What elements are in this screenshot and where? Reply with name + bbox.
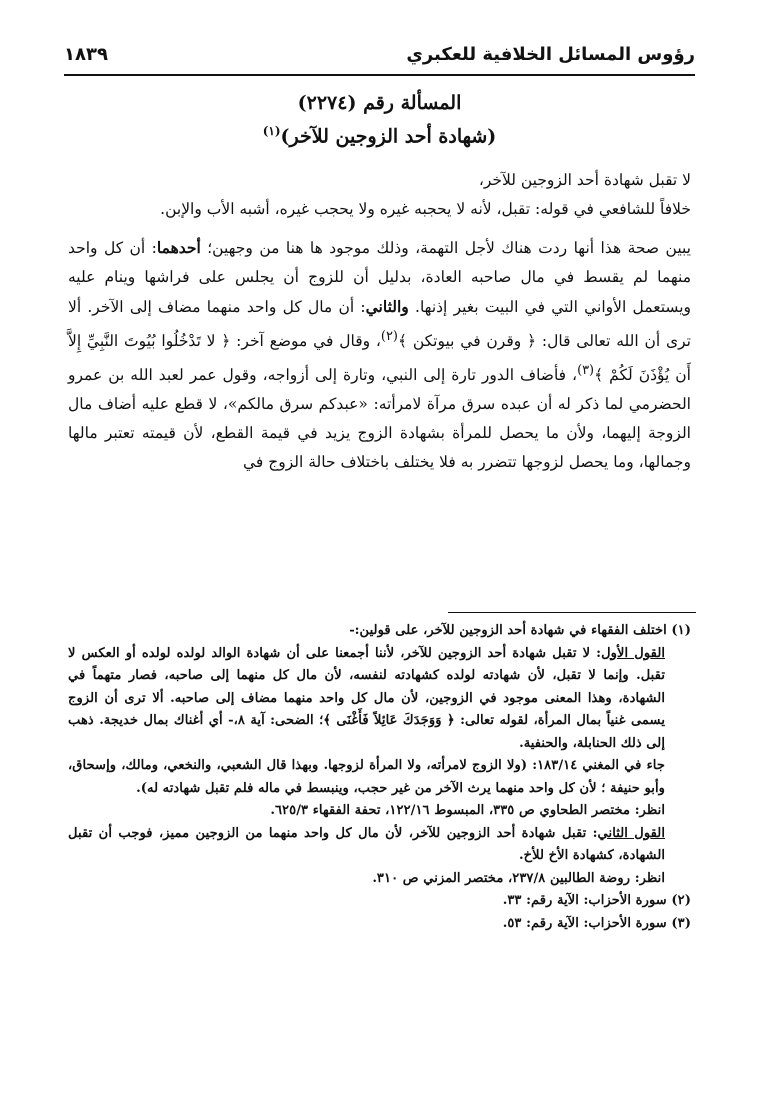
second-opinion [68,823,691,868]
footnote-separator [448,612,696,613]
paragraph-ruling: لا تقبل شهادة أحد الزوجين للآخر، [478,171,691,189]
book-title: رؤوس المسائل الخلافية للعكبري [406,44,695,65]
footnote-1-intro [68,620,691,643]
first-reason-label: أحدهما [156,238,201,257]
argument-conclusion: ، فأضاف الدور تارة إلى النبي، وتارة إلى أزواجه، وقول عمر لعبد الله بن عمرو الحضرمي لما ذكر له أن عبده سرق مرآة لامرأته: «عبدكم سرق مالكم»، لا قطع عليه أضاف مال الزوجة إليهما، ولأن ما يحصل للمرأة بشهادة الزوج يزيد في قيمة القطع، لأن قيمته تعتبر مالها وجمالها، وما يحصل لزوجها تتضرر به فلا يختلف باختلاف حالة الزوج في [68,366,691,472]
reference-second-opinion: انظر: روضة الطالبين ٢٣٧/٨، مختصر المزني ص ٣١٠. [372,870,665,886]
reference-first-opinion: انظر: مختصر الطحاوي ص ٣٣٥، المبسوط ١٢٢/١٦، تحفة الفقهاء ٦٢٥/٣. [270,803,665,818]
issue-number-title: المسألة رقم (٢٢٧٤) [297,92,462,114]
footnote-1-number: (١) [671,623,691,638]
second-reason-text: : أن مال كل واحد منهما مضاف إلى الآخر. ألا ترى أن الله تعالى قال: ﴿ وقرن في بيوتكن ﴾ [68,298,691,351]
footnote-2 [68,890,691,913]
issue-subtitle-text: (شهادة أحد الزوجين للآخر) [280,125,497,148]
footnote-ref-2: (٢) [380,329,398,344]
running-header [64,44,695,76]
first-opinion-label: القول الأول [601,645,666,661]
footnote-1-intro-text: اختلف الفقهاء في شهادة أحد الزوجين للآخر، على قولين:- [349,623,667,638]
page-number: ١٨٣٩ [64,44,108,65]
footnote-ref-3: (٣) [577,363,595,379]
second-opinion-text: : تقبل شهادة أحد الزوجين للآخر، لأن مال كل واحد منهما من الزوجين مميز، فوجب أن تقبل الشهادة، كشهادة الأخ للأخ. [68,825,665,863]
paragraph-opposing-view: خلافاً للشافعي في قوله: تقبل، لأنه لا يحجبه غيره ولا يحجب غيره، أشبه الأب والإبن. [160,200,691,218]
second-reason-label: والثاني [365,297,409,316]
paragraph-argument [68,233,691,477]
first-opinion-text: : لا تقبل شهادة أحد الزوجين للآخر، لأننا أجمعنا على أن شهادة الوالد لولده لولده أو العكس لا تقبل. وإنما لا تقبل، لأن شهادته لولده كشهادته لنفسه، لأن مال كل منهما إلى صاحبه، فصار متهماً في الشهادة، وهذا المعنى موجود في الزوجين، لأن مال كل واحد منهما مضاف إلى صاحبه. ألا ترى أن الزوج يسمى غنياً بمال المرأة، لقوله تعالى: ﴿ وَوَجَدَكَ عَائِلاً فَأَغْنَى ﴾؛ الضحى: آية ٨،- أي أغناك بمال خديجة. ذهب إلى ذلك الحنابلة، والحنفية. [68,645,665,751]
second-verse-text: ، وقال في موضع آخر: ﴿ لا تَدْخُلُوا بُيُوتَ النَّبِيِّ إِلاَّ أَن يُؤْذَنَ لَكُمْ ﴾ [68,332,691,385]
second-opinion-label: القول الثاني [597,825,665,841]
argument-intro: يبين صحة هذا أنها ردت هناك لأجل التهمة، وذلك موجود ها هنا من وجهين؛ [200,239,691,257]
issue-subtitle [0,124,759,147]
footnote-ref-1: (١) [262,124,281,138]
footnote-2-text: سورة الأحزاب: الآية رقم: ٣٣. [502,893,667,908]
mughni-quote: جاء في المغني ١٨٣/١٤: (ولا الزوج لامرأته، ولا المرأة لزوجها. وبهذا قال الشعبي، والنخعي، ومالك، وإسحاق، وأبو حنيفة ؛ لأن كل واحد منهما يرث الآخر من غير حجب، وينبسط في ماله فلم تقبل شهادته له). [68,758,665,796]
first-opinion [68,643,691,756]
footnote-3-number: (٣) [671,915,691,931]
footnote-3-text: سورة الأحزاب: الآية رقم: ٥٣. [502,915,667,931]
first-reason-text: : أن كل واحد منهما لم يقسط في مال صاحبه العادة، بدليل أن للزوج أن يجلس على فراشها وينام عليه ويستعمل الأواني التي في البيت بغير إذنها. [68,239,691,316]
footnotes [68,620,691,935]
main-text [68,166,691,477]
footnote-2-number: (٢) [671,893,691,908]
footnote-3 [68,913,691,936]
